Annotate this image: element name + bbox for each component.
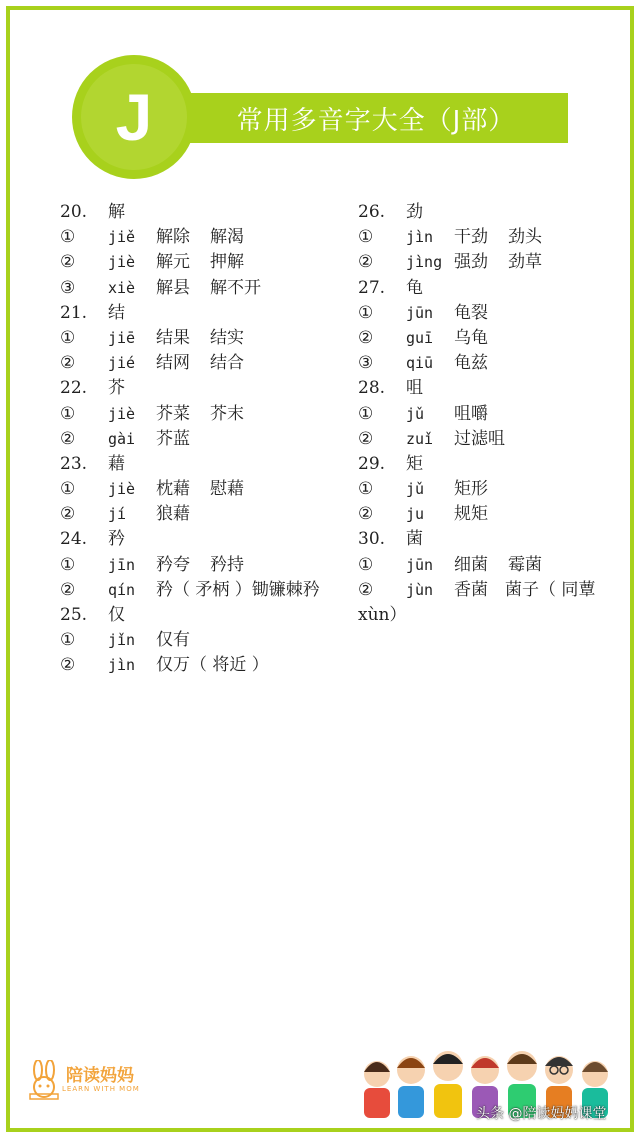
reading-row [358, 553, 620, 578]
entry-heading [358, 376, 620, 401]
entry-character: 结 [108, 302, 125, 323]
example-word: 芥蓝 [156, 428, 190, 449]
reading-marker: ① [60, 227, 76, 248]
reading-marker: ① [60, 554, 76, 575]
reading-marker: ② [60, 353, 76, 374]
reading-marker: ① [60, 403, 76, 424]
entry-number: 26. [358, 202, 386, 222]
reading-marker: ② [60, 579, 76, 600]
reading-marker: ② [60, 428, 76, 449]
reading-marker: ① [60, 630, 76, 651]
reading-row [358, 427, 620, 452]
entry-heading [358, 200, 620, 225]
entry-character: 劲 [406, 202, 423, 222]
reading-row [358, 326, 620, 351]
example-word: 咀嚼 [454, 403, 488, 424]
example-word: 狼藉 [156, 504, 190, 525]
example-word: 矜夸 [156, 554, 190, 575]
entry-number: 28. [358, 378, 386, 399]
example-word: 龟裂 [454, 302, 488, 323]
child-figure [433, 1051, 463, 1118]
pinyin: qín [108, 580, 136, 599]
example-word: 乌龟 [454, 327, 488, 348]
entry-character: 矩 [406, 453, 423, 474]
pinyin: guī [406, 328, 434, 347]
reading-row [358, 477, 620, 502]
pinyin: jìng [406, 253, 443, 272]
reading-marker: ② [358, 252, 374, 273]
reading-marker: ② [358, 579, 374, 600]
example-word: 结网 [156, 353, 190, 374]
reading-marker: ② [358, 504, 374, 525]
example-word: 慰藉 [210, 479, 244, 500]
reading-marker: ③ [60, 277, 76, 298]
pinyin: jīn [108, 555, 136, 574]
example-word: 结合 [210, 353, 244, 374]
entry-number: 29. [358, 453, 386, 474]
example-word: 押解 [210, 252, 244, 273]
reading-marker: ② [60, 655, 76, 676]
reading-row [60, 553, 340, 578]
bunny-icon [26, 1060, 62, 1100]
example-word: 解渴 [210, 227, 244, 248]
entry-heading [60, 452, 340, 477]
example-word: 枕藉 [156, 479, 190, 500]
example-word: 结实 [210, 327, 244, 348]
reading-marker: ① [358, 302, 374, 323]
reading-row [60, 402, 340, 427]
pinyin: jié [108, 354, 136, 373]
entry-character: 咀 [406, 378, 423, 399]
reading-row [60, 250, 340, 275]
reading-row [358, 301, 620, 326]
pinyin: jiè [108, 253, 136, 272]
example-word: 干劲 [454, 227, 488, 248]
reading-row [60, 326, 340, 351]
page-title: 常用多音字大全（J部） [236, 105, 516, 136]
reading-row [358, 225, 620, 250]
badge-letter: J [81, 64, 187, 170]
example-word: 仅万（ 将近 ） [156, 655, 269, 676]
example-word: 解不开 [210, 277, 261, 298]
example-word: 规矩 [454, 504, 488, 525]
entry-number: 20. [60, 202, 88, 222]
watermark: 头条 @陪读妈妈课堂 [476, 1106, 607, 1122]
entry-character: 矜 [108, 529, 125, 550]
logo-text: 陪读妈妈 [66, 1066, 134, 1086]
entry-character: 藉 [108, 453, 125, 474]
example-word: 劲草 [508, 252, 542, 273]
entry-character: 仅 [108, 605, 125, 626]
child-figure [364, 1061, 390, 1118]
entry-number: 25. [60, 605, 88, 626]
entry-heading [358, 527, 620, 552]
right-column [358, 200, 620, 628]
letter-badge [72, 55, 196, 179]
logo-subtext: LEARN WITH MOM [62, 1085, 140, 1093]
example-word: 霉菌 [508, 554, 542, 575]
example-word: 解县 [156, 277, 190, 298]
pinyin: qiū [406, 354, 434, 373]
reading-marker: ① [60, 479, 76, 500]
entry-heading [358, 452, 620, 477]
entry-heading [60, 200, 340, 225]
brand-logo [26, 1060, 140, 1100]
pinyin: jiě [108, 228, 136, 247]
pinyin: jùn [406, 580, 434, 599]
entry-number: 30. [358, 529, 386, 550]
reading-marker: ① [358, 403, 374, 424]
entry-heading [358, 276, 620, 301]
reading-marker: ② [358, 327, 374, 348]
child-figure [397, 1056, 425, 1118]
entry-heading [60, 376, 340, 401]
entry-character: 芥 [108, 378, 125, 399]
reading-row [60, 628, 340, 653]
example-text: 矜（ 矛柄 ）锄镰棘矜 [156, 579, 320, 600]
reading-marker: ② [358, 428, 374, 449]
pinyin: jǐn [108, 631, 136, 650]
reading-row [60, 578, 340, 603]
reading-marker: ② [60, 504, 76, 525]
entry-character: 菌 [406, 529, 423, 550]
entry-heading [60, 301, 340, 326]
entry-number: 23. [60, 453, 88, 474]
example-word: 结果 [156, 327, 190, 348]
pinyin: jiē [108, 328, 136, 347]
pinyin: jǔ [406, 404, 425, 423]
reading-row [358, 402, 620, 427]
entry-character: 龟 [406, 277, 423, 298]
reading-marker: ② [60, 252, 76, 273]
example-word: 矜持 [210, 554, 244, 575]
example-word: 芥末 [210, 403, 244, 424]
reading-row [60, 502, 340, 527]
reading-row [60, 351, 340, 376]
reading-marker: ① [358, 227, 374, 248]
entry-number: 27. [358, 277, 386, 298]
example-word: 细菌 [454, 554, 488, 575]
entry-number: 21. [60, 302, 88, 323]
pinyin: gài [108, 429, 136, 448]
example-word: 解除 [156, 227, 190, 248]
pinyin: jǔ [406, 480, 425, 499]
entry-heading [60, 603, 340, 628]
reading-marker: ① [358, 479, 374, 500]
pinyin: jūn [406, 303, 434, 322]
pinyin: jí [108, 505, 127, 524]
pinyin: jūn [406, 555, 434, 574]
title-banner [150, 93, 568, 143]
reading-marker: ① [358, 554, 374, 575]
example-word: 解元 [156, 252, 190, 273]
entry-heading [60, 527, 340, 552]
reading-row [60, 276, 340, 301]
reading-row [358, 250, 620, 275]
example-word: 过滤咀 [454, 428, 505, 449]
example-word: 劲头 [508, 227, 542, 248]
pinyin: xiè [108, 278, 136, 297]
reading-row [358, 351, 620, 376]
reading-row [60, 427, 340, 452]
example-text: 香菌 菌子（ 同蕈 xùn） [358, 579, 596, 626]
entry-number: 24. [60, 529, 88, 550]
pinyin: jìn [406, 228, 434, 247]
entry-number: 22. [60, 378, 88, 399]
pinyin: jiè [108, 480, 136, 499]
example-word: 强劲 [454, 252, 488, 273]
pinyin: zuǐ [406, 429, 434, 448]
pinyin: jìn [108, 656, 136, 675]
reading-row [358, 578, 620, 628]
example-word: 龟兹 [454, 353, 488, 374]
reading-marker: ③ [358, 353, 374, 374]
reading-row [358, 502, 620, 527]
reading-row [60, 225, 340, 250]
left-column [60, 200, 340, 679]
reading-marker: ① [60, 327, 76, 348]
reading-row [60, 653, 340, 678]
example-word: 芥菜 [156, 403, 190, 424]
example-word: 仅有 [156, 630, 190, 651]
pinyin: jiè [108, 404, 136, 423]
reading-row [60, 477, 340, 502]
entry-character: 解 [108, 202, 125, 222]
pinyin: ju [406, 505, 425, 524]
example-word: 矩形 [454, 479, 488, 500]
